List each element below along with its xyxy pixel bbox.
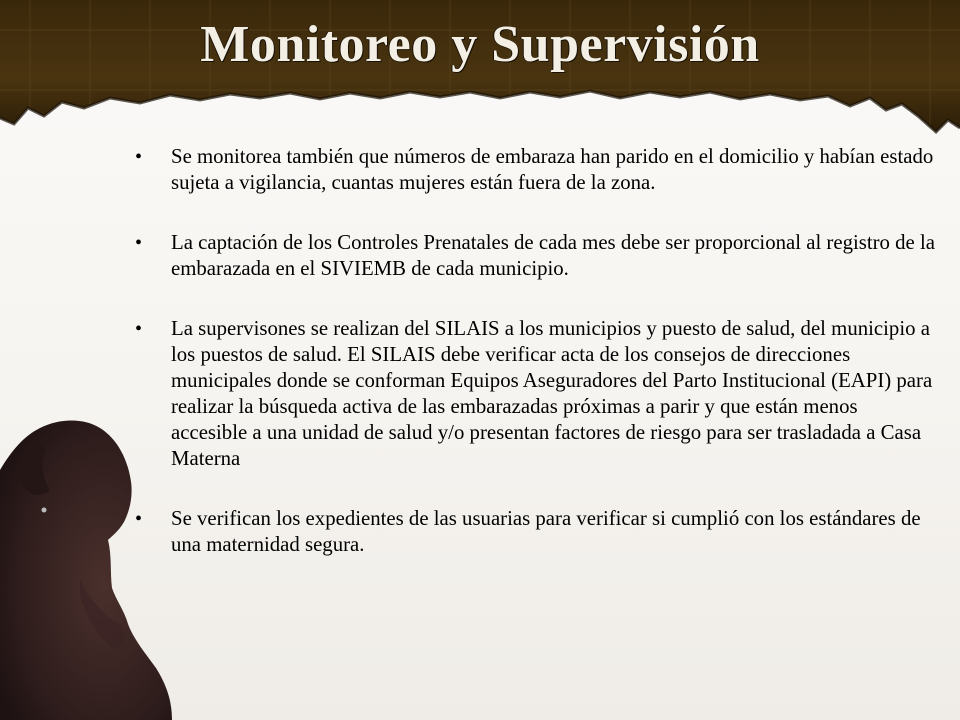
bullet-marker: •	[135, 318, 143, 340]
bullet-item	[135, 230, 935, 282]
bullet-marker: •	[135, 232, 143, 254]
bullet-item	[135, 316, 935, 472]
bullet-text: Se monitorea también que números de embaraza han parido en el domicilio y habían estado sujeta a vigilancia, cuantas mujeres están fuera de la zona.	[171, 145, 934, 194]
bullet-text: La supervisones se realizan del SILAIS a los municipios y puesto de salud, del municipio a los puestos de salud. El SILAIS debe verificar acta de los consejos de direcciones municipales donde se conforman Equipos Aseguradores del Parto Institucional (EAPI) para realizar la búsqueda activa de las embarazadas próximas a parir y que están menos accesible a una unidad de salud y/o presentan factores de riesgo para ser trasladada a Casa Materna	[171, 317, 933, 470]
bullet-marker: •	[135, 146, 143, 168]
bullet-text: La captación de los Controles Prenatales de cada mes debe ser proporcional al registro de la embarazada en el SIVIEMB de cada municipio.	[171, 231, 935, 280]
bullet-text: Se verifican los expedientes de las usuarias para verificar si cumplió con los estándares de una maternidad segura.	[171, 507, 921, 556]
bullet-marker: •	[135, 508, 143, 530]
bullet-list	[135, 144, 935, 592]
bullet-item	[135, 506, 935, 558]
slide-title: Monitoreo y Supervisión	[200, 16, 760, 73]
bullet-item	[135, 144, 935, 196]
